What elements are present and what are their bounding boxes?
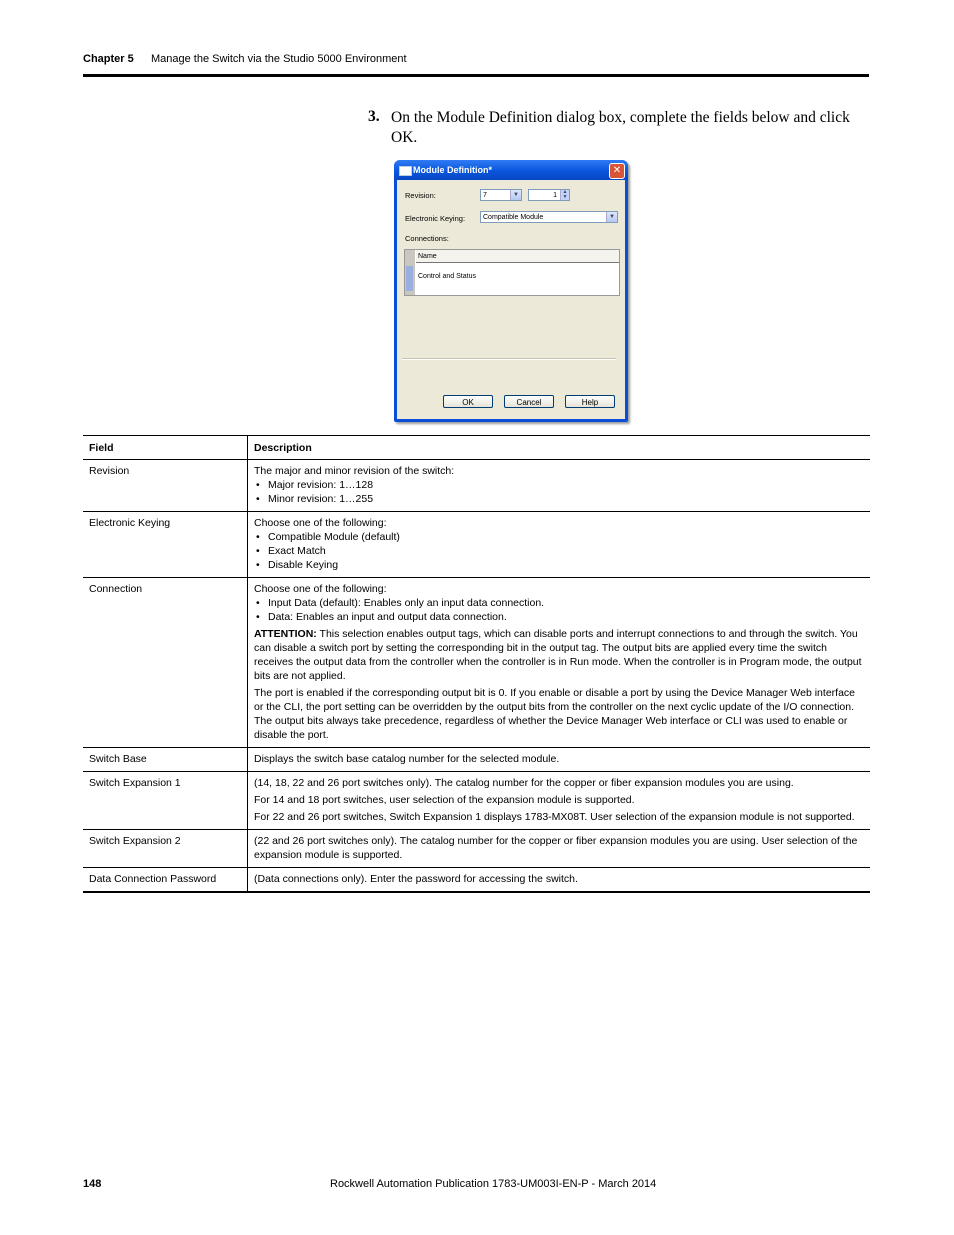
- bullet-list: [254, 478, 864, 506]
- spinner-arrows-icon[interactable]: ▲ ▼: [560, 190, 569, 200]
- list-item: • Compatible Module (default): [254, 530, 864, 544]
- attention-text: This selection enables output tags, which can disable ports and interrupt connections to and through the switch. You can disable a switch port by setting the corresponding bit in the output tag. The output bits are applied every time the switch receives the output data from the controller when the controller is in Run mode. When the controller is in Program mode, the output bits are not applied.: [254, 628, 862, 682]
- list-item: • Minor revision: 1…255: [254, 492, 864, 506]
- revision-major-value: 7: [483, 192, 487, 199]
- table-row: [83, 460, 870, 512]
- close-icon[interactable]: ✕: [609, 163, 625, 179]
- header-field: Field: [83, 436, 248, 460]
- list-item: • Exact Match: [254, 544, 864, 558]
- attention-label: ATTENTION:: [254, 628, 317, 640]
- table-row: [83, 772, 870, 830]
- window-icon: [399, 166, 412, 176]
- field-name: Electronic Keying: [83, 512, 248, 578]
- description-intro: The major and minor revision of the switch:: [254, 465, 455, 477]
- header-description: Description: [248, 436, 871, 460]
- row-selector[interactable]: [406, 266, 413, 291]
- field-name: Connection: [83, 578, 248, 748]
- field-description: (22 and 26 port switches only). The catalog number for the copper or fiber expansion modules you are using. User selection of the expansion module is supported.: [248, 830, 871, 868]
- ok-button[interactable]: OK: [443, 395, 493, 408]
- revision-label: Revision:: [405, 191, 436, 200]
- module-definition-dialog: [394, 160, 628, 422]
- field-description-table: [83, 435, 870, 893]
- step-text: On the Module Definition dialog box, complete the fields below and click OK.: [391, 109, 850, 146]
- step-number: 3.: [368, 108, 380, 125]
- table-row: [83, 868, 870, 893]
- description-intro: Choose one of the following:: [254, 517, 387, 529]
- dialog-title: Module Definition*: [413, 165, 492, 175]
- list-item: • Data: Enables an input and output data connection.: [254, 610, 864, 624]
- chapter-title: Manage the Switch via the Studio 5000 Environment: [151, 53, 407, 65]
- keying-value: Compatible Module: [483, 214, 544, 221]
- description-intro: Choose one of the following:: [254, 583, 387, 595]
- field-description: Displays the switch base catalog number for the selected module.: [248, 748, 871, 772]
- field-name: Data Connection Password: [83, 868, 248, 893]
- field-description: [248, 578, 871, 748]
- description-paragraph: (14, 18, 22 and 26 port switches only). The catalog number for the copper or fiber expansion modules you are using.: [254, 777, 794, 789]
- field-name: Switch Expansion 2: [83, 830, 248, 868]
- page-number: 148: [83, 1178, 102, 1190]
- dialog-separator: [402, 358, 616, 360]
- bullet-list: [254, 596, 864, 624]
- list-item: • Input Data (default): Enables only an input data connection.: [254, 596, 864, 610]
- publication-info: Rockwell Automation Publication 1783-UM003I-EN-P - March 2014: [330, 1178, 657, 1190]
- revision-minor-spinner[interactable]: [528, 189, 570, 201]
- table-row: [83, 578, 870, 748]
- table-row: [83, 830, 870, 868]
- connections-label: Connections:: [405, 234, 449, 243]
- field-name: Switch Base: [83, 748, 248, 772]
- field-name: Revision: [83, 460, 248, 512]
- revision-minor-value: 1: [553, 192, 557, 199]
- table-row: [83, 512, 870, 578]
- cancel-button[interactable]: Cancel: [504, 395, 554, 408]
- connections-grid[interactable]: [404, 249, 620, 296]
- field-description: [248, 512, 871, 578]
- bullet-list: [254, 530, 864, 572]
- keying-label: Electronic Keying:: [405, 214, 466, 223]
- chevron-down-icon[interactable]: ▼: [606, 212, 617, 222]
- description-paragraph: For 22 and 26 port switches, Switch Expansion 1 displays 1783-MX08T. User selection of the expansion module is not supported.: [254, 811, 855, 823]
- field-description: (Data connections only). Enter the password for accessing the switch.: [248, 868, 871, 893]
- table-row: [83, 748, 870, 772]
- help-button[interactable]: Help: [565, 395, 615, 408]
- dialog-title-bar: [394, 160, 628, 180]
- description-paragraph: For 14 and 18 port switches, user selection of the expansion module is supported.: [254, 794, 635, 806]
- keying-combo[interactable]: [480, 211, 618, 223]
- field-name: Switch Expansion 1: [83, 772, 248, 830]
- header-rule: [83, 74, 869, 77]
- field-description: [248, 772, 871, 830]
- revision-major-combo[interactable]: [480, 189, 522, 201]
- table-header-row: [83, 436, 870, 460]
- list-item: • Major revision: 1…128: [254, 478, 864, 492]
- port-note: The port is enabled if the corresponding output bit is 0. If you enable or disable a port by using the Device Manager Web interface or the CLI, the port setting can be overridden by the output bits from the controller on the next cyclic update of the I/O connection. The output bits always take precedence, regardless of whether the Device Manager Web interface or CLI was used to enable or disable the port.: [254, 687, 855, 741]
- attention-paragraph: [254, 627, 864, 683]
- grid-header-name[interactable]: Name: [416, 250, 619, 263]
- field-description: [248, 460, 871, 512]
- row-selector-column: [405, 250, 415, 295]
- grid-row-control-and-status[interactable]: Control and Status: [418, 273, 476, 280]
- chapter-label: Chapter 5: [83, 53, 134, 65]
- list-item: • Disable Keying: [254, 558, 864, 572]
- chevron-down-icon[interactable]: ▼: [510, 190, 521, 200]
